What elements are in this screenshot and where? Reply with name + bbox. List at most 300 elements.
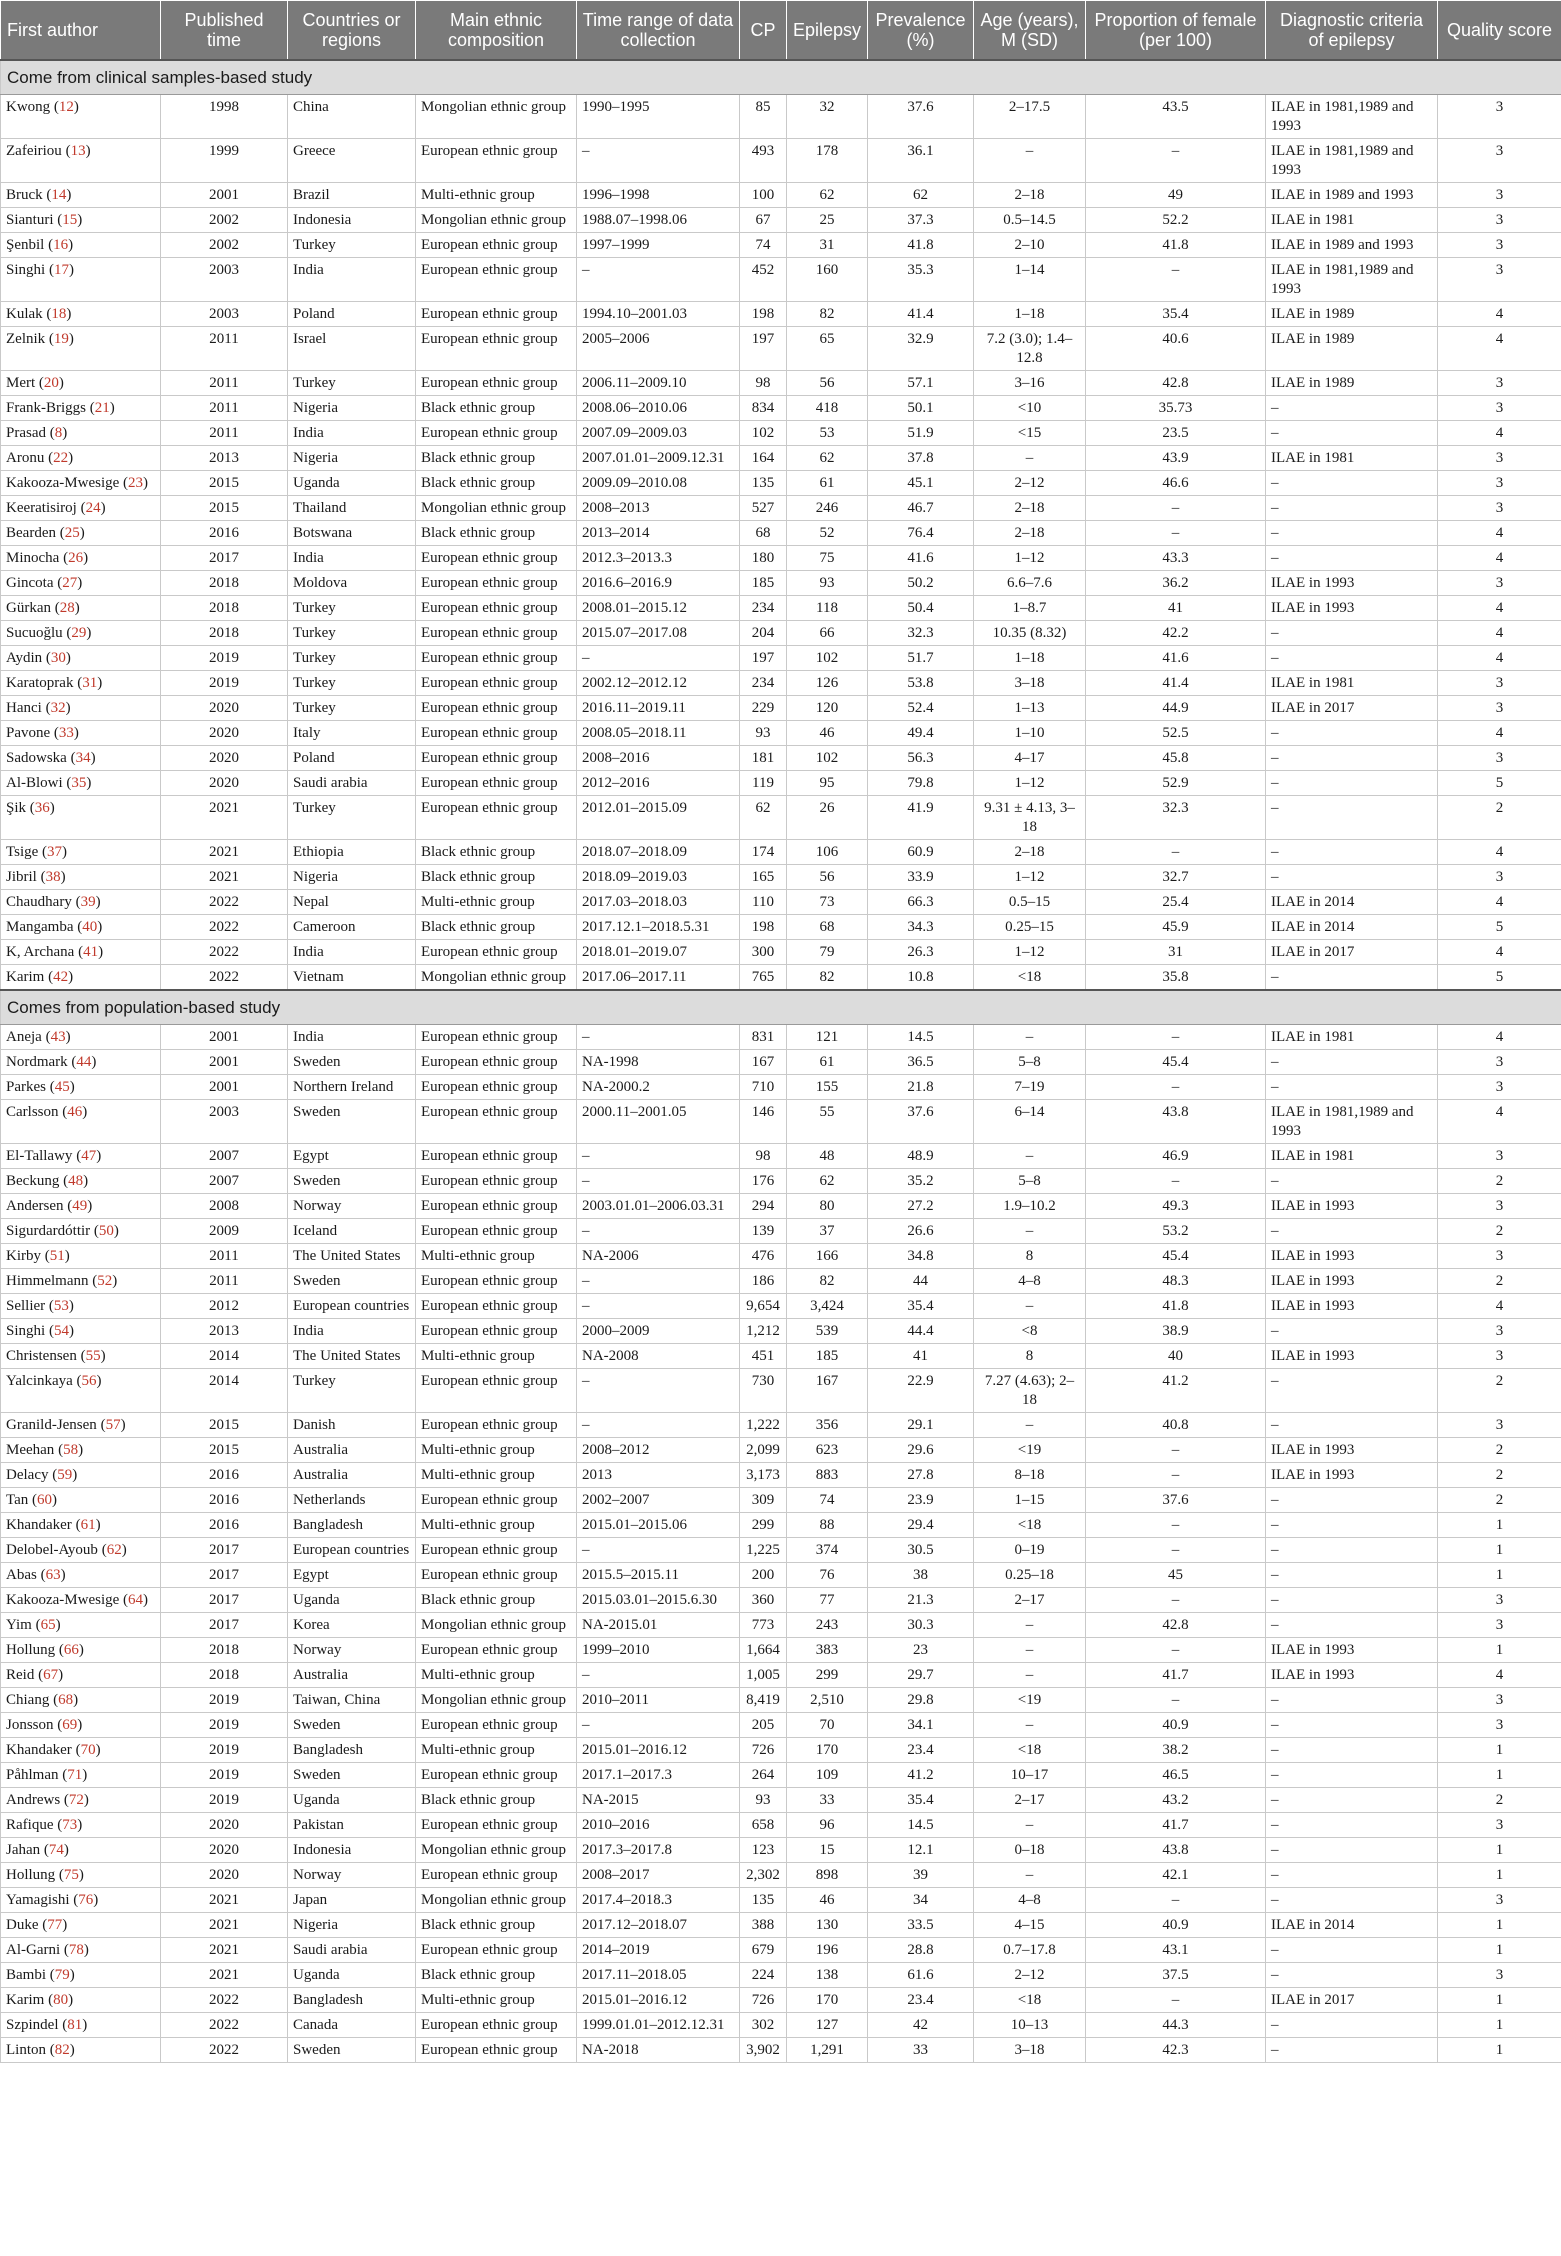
cell-epilepsy: 121	[787, 1025, 868, 1050]
cell-female-proportion: 37.6	[1086, 1488, 1266, 1513]
cell-quality-score: 1	[1438, 2013, 1561, 2038]
cell-diagnostic-criteria: –	[1266, 1488, 1438, 1513]
cell-diagnostic-criteria: –	[1266, 2013, 1438, 2038]
cell-quality-score: 3	[1438, 1075, 1561, 1100]
cell-quality-score: 4	[1438, 521, 1561, 546]
cell-published-time: 2020	[161, 1838, 288, 1863]
cell-cp: 493	[740, 139, 787, 183]
reference-link[interactable]: 55	[85, 1348, 101, 1364]
reference-link[interactable]: 40	[82, 919, 98, 935]
reference-link[interactable]: 49	[72, 1198, 88, 1214]
cell-epilepsy: 53	[787, 421, 868, 446]
cell-published-time: 2007	[161, 1169, 288, 1194]
reference-link[interactable]: 35	[71, 775, 87, 791]
reference-link[interactable]: 25	[64, 525, 80, 541]
cell-cp: 204	[740, 621, 787, 646]
reference-link[interactable]: 45	[54, 1079, 70, 1095]
reference-link[interactable]: 50	[98, 1223, 114, 1239]
cell-quality-score: 3	[1438, 1194, 1561, 1219]
author-name: Chaudhary	[6, 894, 72, 910]
reference-link[interactable]: 71	[67, 1767, 83, 1783]
reference-link[interactable]: 69	[62, 1717, 78, 1733]
cell-time-range: 2017.12–2018.07	[577, 1913, 740, 1938]
cell-female-proportion: 35.8	[1086, 965, 1266, 991]
cell-country: Pakistan	[288, 1813, 416, 1838]
cell-country: Norway	[288, 1638, 416, 1663]
reference-link[interactable]: 14	[51, 187, 67, 203]
cell-epilepsy: 138	[787, 1963, 868, 1988]
reference-link[interactable]: 41	[83, 944, 99, 960]
cell-epilepsy: 32	[787, 95, 868, 139]
reference-link[interactable]: 20	[43, 375, 59, 391]
author-name: Kulak	[6, 306, 43, 322]
cell-cp: 123	[740, 1838, 787, 1863]
cell-time-range: 2003.01.01–2006.03.31	[577, 1194, 740, 1219]
cell-ethnic-composition: European ethnic group	[416, 1488, 577, 1513]
author-name: Karatoprak	[6, 675, 74, 691]
cell-female-proportion: 41.8	[1086, 1294, 1266, 1319]
cell-prevalence: 42	[868, 2013, 974, 2038]
cell-country: European countries	[288, 1294, 416, 1319]
reference-link[interactable]: 38	[45, 869, 61, 885]
cell-author: Jonsson (69)	[1, 1713, 161, 1738]
cell-epilepsy: 155	[787, 1075, 868, 1100]
reference-link[interactable]: 74	[48, 1842, 64, 1858]
cell-quality-score: 2	[1438, 1438, 1561, 1463]
cell-cp: 658	[740, 1813, 787, 1838]
cell-female-proportion: 52.2	[1086, 208, 1266, 233]
cell-prevalence: 41.4	[868, 302, 974, 327]
cell-author: Khandaker (70)	[1, 1738, 161, 1763]
reference-link[interactable]: 12	[58, 99, 74, 115]
cell-ethnic-composition: Mongolian ethnic group	[416, 95, 577, 139]
cell-quality-score: 1	[1438, 1738, 1561, 1763]
cell-time-range: –	[577, 1219, 740, 1244]
cell-country: Bangladesh	[288, 1513, 416, 1538]
cell-published-time: 2018	[161, 1638, 288, 1663]
cell-time-range: 2007.01.01–2009.12.31	[577, 446, 740, 471]
cell-time-range: 2013–2014	[577, 521, 740, 546]
reference-link[interactable]: 53	[53, 1298, 69, 1314]
table-row	[1, 1788, 1561, 1813]
cell-quality-score: 3	[1438, 446, 1561, 471]
reference-link[interactable]: 21	[94, 400, 110, 416]
cell-cp: 167	[740, 1050, 787, 1075]
reference-link[interactable]: 78	[68, 1942, 84, 1958]
col-header-age: Age (years), M (SD)	[974, 1, 1086, 61]
cell-diagnostic-criteria: ILAE in 1981	[1266, 671, 1438, 696]
cell-ethnic-composition: Black ethnic group	[416, 1963, 577, 1988]
cell-ethnic-composition: European ethnic group	[416, 139, 577, 183]
cell-ethnic-composition: European ethnic group	[416, 1563, 577, 1588]
cell-country: Australia	[288, 1438, 416, 1463]
cell-country: Bangladesh	[288, 1988, 416, 2013]
reference-link[interactable]: 8	[54, 425, 63, 441]
cell-time-range: –	[577, 1663, 740, 1688]
reference-link[interactable]: 77	[47, 1917, 63, 1933]
cell-epilepsy: 383	[787, 1638, 868, 1663]
cell-diagnostic-criteria: –	[1266, 1219, 1438, 1244]
reference-link[interactable]: 65	[40, 1617, 56, 1633]
cell-author: Sellier (53)	[1, 1294, 161, 1319]
cell-diagnostic-criteria: ILAE in 1989 and 1993	[1266, 233, 1438, 258]
cell-epilepsy: 374	[787, 1538, 868, 1563]
cell-author: Karim (80)	[1, 1988, 161, 2013]
reference-link[interactable]: 28	[59, 600, 75, 616]
reference-link[interactable]: 58	[63, 1442, 79, 1458]
table-row	[1, 2013, 1561, 2038]
reference-link[interactable]: 33	[58, 725, 74, 741]
cell-time-range: 2018.09–2019.03	[577, 865, 740, 890]
cell-female-proportion: –	[1086, 258, 1266, 302]
author-name: Khandaker	[6, 1517, 72, 1533]
cell-author: Minocha (26)	[1, 546, 161, 571]
reference-link[interactable]: 15	[62, 212, 78, 228]
cell-epilepsy: 82	[787, 302, 868, 327]
reference-link[interactable]: 76	[78, 1892, 94, 1908]
table-row	[1, 1075, 1561, 1100]
cell-quality-score: 3	[1438, 1888, 1561, 1913]
cell-author: K, Archana (41)	[1, 940, 161, 965]
cell-quality-score: 3	[1438, 371, 1561, 396]
cell-published-time: 2021	[161, 796, 288, 840]
cell-author: Nordmark (44)	[1, 1050, 161, 1075]
cell-quality-score: 4	[1438, 840, 1561, 865]
cell-ethnic-composition: Multi-ethnic group	[416, 1438, 577, 1463]
reference-link[interactable]: 67	[43, 1667, 59, 1683]
cell-cp: 229	[740, 696, 787, 721]
cell-age: 1–12	[974, 546, 1086, 571]
cell-author: Påhlman (71)	[1, 1763, 161, 1788]
table-row	[1, 1369, 1561, 1413]
cell-published-time: 2011	[161, 327, 288, 371]
cell-author: Al-Blowi (35)	[1, 771, 161, 796]
cell-epilepsy: 55	[787, 1100, 868, 1144]
cell-author: Carlsson (46)	[1, 1100, 161, 1144]
cell-cp: 451	[740, 1344, 787, 1369]
cell-age: 0.5–14.5	[974, 208, 1086, 233]
reference-link[interactable]: 37	[47, 844, 63, 860]
reference-link[interactable]: 48	[68, 1173, 84, 1189]
cell-prevalence: 57.1	[868, 371, 974, 396]
cell-author: Prasad (8)	[1, 421, 161, 446]
cell-time-range: 2008–2017	[577, 1863, 740, 1888]
cell-cp: 8,419	[740, 1688, 787, 1713]
cell-age: –	[974, 1025, 1086, 1050]
reference-link[interactable]: 23	[128, 475, 144, 491]
reference-link[interactable]: 82	[54, 2042, 70, 2058]
cell-country: Nigeria	[288, 1913, 416, 1938]
author-name: Chiang	[6, 1692, 50, 1708]
cell-published-time: 2011	[161, 1269, 288, 1294]
reference-link[interactable]: 59	[57, 1467, 73, 1483]
table-row	[1, 1938, 1561, 1963]
cell-country: Sweden	[288, 1763, 416, 1788]
reference-link[interactable]: 70	[80, 1742, 96, 1758]
cell-cp: 234	[740, 671, 787, 696]
cell-prevalence: 21.8	[868, 1075, 974, 1100]
cell-author: Kirby (51)	[1, 1244, 161, 1269]
reference-link[interactable]: 24	[85, 500, 101, 516]
cell-female-proportion: 45	[1086, 1563, 1266, 1588]
reference-link[interactable]: 66	[63, 1642, 79, 1658]
cell-published-time: 2020	[161, 746, 288, 771]
cell-diagnostic-criteria: –	[1266, 1738, 1438, 1763]
cell-prevalence: 35.4	[868, 1788, 974, 1813]
cell-cp: 135	[740, 1888, 787, 1913]
reference-link[interactable]: 29	[71, 625, 87, 641]
reference-link[interactable]: 80	[53, 1992, 69, 2008]
reference-link[interactable]: 68	[58, 1692, 74, 1708]
cell-published-time: 2022	[161, 915, 288, 940]
cell-published-time: 2001	[161, 1050, 288, 1075]
reference-link[interactable]: 34	[75, 750, 91, 766]
table-row	[1, 1838, 1561, 1863]
cell-prevalence: 52.4	[868, 696, 974, 721]
reference-link[interactable]: 31	[82, 675, 98, 691]
cell-author: Bruck (14)	[1, 183, 161, 208]
cell-epilepsy: 88	[787, 1513, 868, 1538]
reference-link[interactable]: 19	[53, 331, 69, 347]
cell-age: 1–12	[974, 940, 1086, 965]
reference-link[interactable]: 22	[53, 450, 69, 466]
cell-diagnostic-criteria: –	[1266, 746, 1438, 771]
cell-ethnic-composition: European ethnic group	[416, 1169, 577, 1194]
author-name: Linton	[6, 2042, 46, 2058]
cell-female-proportion: 41.4	[1086, 671, 1266, 696]
reference-link[interactable]: 42	[53, 969, 69, 985]
cell-diagnostic-criteria: –	[1266, 1050, 1438, 1075]
cell-age: –	[974, 139, 1086, 183]
cell-prevalence: 34.3	[868, 915, 974, 940]
reference-link[interactable]: 30	[50, 650, 66, 666]
cell-ethnic-composition: Black ethnic group	[416, 471, 577, 496]
cell-country: Turkey	[288, 646, 416, 671]
cell-cp: 205	[740, 1713, 787, 1738]
cell-quality-score: 1	[1438, 1513, 1561, 1538]
cell-age: 1–10	[974, 721, 1086, 746]
cell-time-range: –	[577, 646, 740, 671]
cell-prevalence: 50.4	[868, 596, 974, 621]
cell-epilepsy: 196	[787, 1938, 868, 1963]
cell-cp: 198	[740, 302, 787, 327]
cell-cp: 180	[740, 546, 787, 571]
cell-diagnostic-criteria: ILAE in 1981,1989 and 1993	[1266, 1100, 1438, 1144]
cell-diagnostic-criteria: –	[1266, 621, 1438, 646]
author-name: Jahan	[6, 1842, 41, 1858]
reference-link[interactable]: 17	[53, 262, 69, 278]
cell-age: 2–17.5	[974, 95, 1086, 139]
cell-country: Sweden	[288, 1100, 416, 1144]
cell-cp: 299	[740, 1513, 787, 1538]
cell-quality-score: 3	[1438, 496, 1561, 521]
cell-female-proportion: 42.2	[1086, 621, 1266, 646]
author-name: Bambi	[6, 1967, 46, 1983]
cell-quality-score: 2	[1438, 1219, 1561, 1244]
reference-link[interactable]: 73	[62, 1817, 78, 1833]
reference-link[interactable]: 61	[80, 1517, 96, 1533]
table-row	[1, 1488, 1561, 1513]
cell-ethnic-composition: European ethnic group	[416, 421, 577, 446]
cell-country: Uganda	[288, 1588, 416, 1613]
cell-published-time: 2016	[161, 1513, 288, 1538]
cell-country: Sweden	[288, 1713, 416, 1738]
cell-prevalence: 41.2	[868, 1763, 974, 1788]
reference-link[interactable]: 57	[105, 1417, 121, 1433]
table-row	[1, 721, 1561, 746]
reference-link[interactable]: 64	[128, 1592, 144, 1608]
cell-cp: 302	[740, 2013, 787, 2038]
author-name: Reid	[6, 1667, 35, 1683]
reference-link[interactable]: 62	[106, 1542, 122, 1558]
cell-epilepsy: 62	[787, 446, 868, 471]
reference-link[interactable]: 75	[63, 1867, 79, 1883]
cell-cp: 135	[740, 471, 787, 496]
reference-link[interactable]: 56	[81, 1373, 97, 1389]
cell-ethnic-composition: Multi-ethnic group	[416, 183, 577, 208]
cell-age: 7.2 (3.0); 1.4–12.8	[974, 327, 1086, 371]
cell-female-proportion: 52.9	[1086, 771, 1266, 796]
cell-age: 6–14	[974, 1100, 1086, 1144]
cell-cp: 185	[740, 571, 787, 596]
table-row	[1, 1219, 1561, 1244]
cell-age: 2–12	[974, 1963, 1086, 1988]
cell-diagnostic-criteria: ILAE in 1989	[1266, 327, 1438, 371]
cell-published-time: 2021	[161, 1913, 288, 1938]
author-name: Meehan	[6, 1442, 55, 1458]
cell-ethnic-composition: Multi-ethnic group	[416, 1344, 577, 1369]
col-header-first-author: First author	[1, 1, 161, 61]
cell-prevalence: 61.6	[868, 1963, 974, 1988]
reference-link[interactable]: 60	[37, 1492, 53, 1508]
reference-link[interactable]: 27	[62, 575, 78, 591]
cell-cp: 9,654	[740, 1294, 787, 1319]
cell-female-proportion: 25.4	[1086, 890, 1266, 915]
cell-female-proportion: 43.3	[1086, 546, 1266, 571]
cell-author: Şenbil (16)	[1, 233, 161, 258]
cell-ethnic-composition: European ethnic group	[416, 327, 577, 371]
author-name: Sucuoğlu	[6, 625, 63, 641]
table-row	[1, 95, 1561, 139]
cell-country: Sweden	[288, 1269, 416, 1294]
reference-link[interactable]: 16	[53, 237, 69, 253]
author-name: Nordmark	[6, 1054, 68, 1070]
cell-age: 5–8	[974, 1169, 1086, 1194]
cell-quality-score: 4	[1438, 621, 1561, 646]
cell-diagnostic-criteria: ILAE in 1993	[1266, 596, 1438, 621]
cell-female-proportion: 43.2	[1086, 1788, 1266, 1813]
reference-link[interactable]: 32	[50, 700, 66, 716]
cell-age: 2–18	[974, 496, 1086, 521]
reference-link[interactable]: 18	[51, 306, 67, 322]
cell-prevalence: 36.1	[868, 139, 974, 183]
cell-female-proportion: 41.8	[1086, 233, 1266, 258]
reference-link[interactable]: 54	[53, 1323, 69, 1339]
header-row	[1, 1, 1561, 61]
cell-ethnic-composition: European ethnic group	[416, 721, 577, 746]
table-row	[1, 1269, 1561, 1294]
cell-author: Yalcinkaya (56)	[1, 1369, 161, 1413]
reference-link[interactable]: 79	[54, 1967, 70, 1983]
cell-prevalence: 50.1	[868, 396, 974, 421]
cell-quality-score: 1	[1438, 1938, 1561, 1963]
cell-ethnic-composition: Black ethnic group	[416, 1913, 577, 1938]
cell-cp: 67	[740, 208, 787, 233]
cell-age: 1–12	[974, 865, 1086, 890]
reference-link[interactable]: 52	[97, 1273, 113, 1289]
cell-published-time: 2015	[161, 1413, 288, 1438]
col-header-epilepsy: Epilepsy	[787, 1, 868, 61]
reference-link[interactable]: 39	[80, 894, 96, 910]
cell-country: Vietnam	[288, 965, 416, 991]
cell-author: Tsige (37)	[1, 840, 161, 865]
cell-epilepsy: 102	[787, 646, 868, 671]
cell-prevalence: 53.8	[868, 671, 974, 696]
cell-age: 4–8	[974, 1269, 1086, 1294]
cell-diagnostic-criteria: ILAE in 1981	[1266, 446, 1438, 471]
cell-time-range: NA-2018	[577, 2038, 740, 2063]
cell-country: Turkey	[288, 671, 416, 696]
reference-link[interactable]: 81	[67, 2017, 83, 2033]
reference-link[interactable]: 51	[49, 1248, 65, 1264]
cell-country: Canada	[288, 2013, 416, 2038]
author-name: Jonsson	[6, 1717, 54, 1733]
cell-diagnostic-criteria: –	[1266, 1763, 1438, 1788]
cell-country: Japan	[288, 1888, 416, 1913]
author-name: Mert	[6, 375, 36, 391]
cell-time-range: 2017.3–2017.8	[577, 1838, 740, 1863]
reference-link[interactable]: 36	[34, 800, 50, 816]
reference-link[interactable]: 63	[45, 1567, 61, 1583]
reference-link[interactable]: 13	[70, 143, 86, 159]
author-name: Tan	[6, 1492, 29, 1508]
reference-link[interactable]: 72	[68, 1792, 84, 1808]
author-name: Khandaker	[6, 1742, 72, 1758]
cell-published-time: 2019	[161, 646, 288, 671]
cell-time-range: 2008–2012	[577, 1438, 740, 1463]
cell-female-proportion: 40.6	[1086, 327, 1266, 371]
cell-ethnic-composition: Multi-ethnic group	[416, 1244, 577, 1269]
cell-author: Chaudhary (39)	[1, 890, 161, 915]
cell-author: Linton (82)	[1, 2038, 161, 2063]
cell-cp: 1,225	[740, 1538, 787, 1563]
cell-time-range: –	[577, 1025, 740, 1050]
cell-diagnostic-criteria: ILAE in 1989 and 1993	[1266, 183, 1438, 208]
cell-ethnic-composition: European ethnic group	[416, 1369, 577, 1413]
cell-published-time: 2018	[161, 1663, 288, 1688]
cell-country: Sweden	[288, 2038, 416, 2063]
cell-female-proportion: 48.3	[1086, 1269, 1266, 1294]
cell-prevalence: 12.1	[868, 1838, 974, 1863]
cell-epilepsy: 106	[787, 840, 868, 865]
cell-published-time: 2020	[161, 696, 288, 721]
cell-published-time: 2013	[161, 446, 288, 471]
table-row	[1, 1513, 1561, 1538]
cell-cp: 174	[740, 840, 787, 865]
table-row	[1, 1963, 1561, 1988]
reference-link[interactable]: 26	[68, 550, 84, 566]
author-name: Christensen	[6, 1348, 77, 1364]
table-row	[1, 1050, 1561, 1075]
reference-link[interactable]: 46	[67, 1104, 83, 1120]
cell-quality-score: 2	[1438, 1488, 1561, 1513]
cell-diagnostic-criteria: ILAE in 1993	[1266, 1344, 1438, 1369]
cell-age: 3–18	[974, 2038, 1086, 2063]
reference-link[interactable]: 47	[81, 1148, 97, 1164]
reference-link[interactable]: 44	[76, 1054, 92, 1070]
reference-link[interactable]: 43	[50, 1029, 66, 1045]
cell-cp: 264	[740, 1763, 787, 1788]
